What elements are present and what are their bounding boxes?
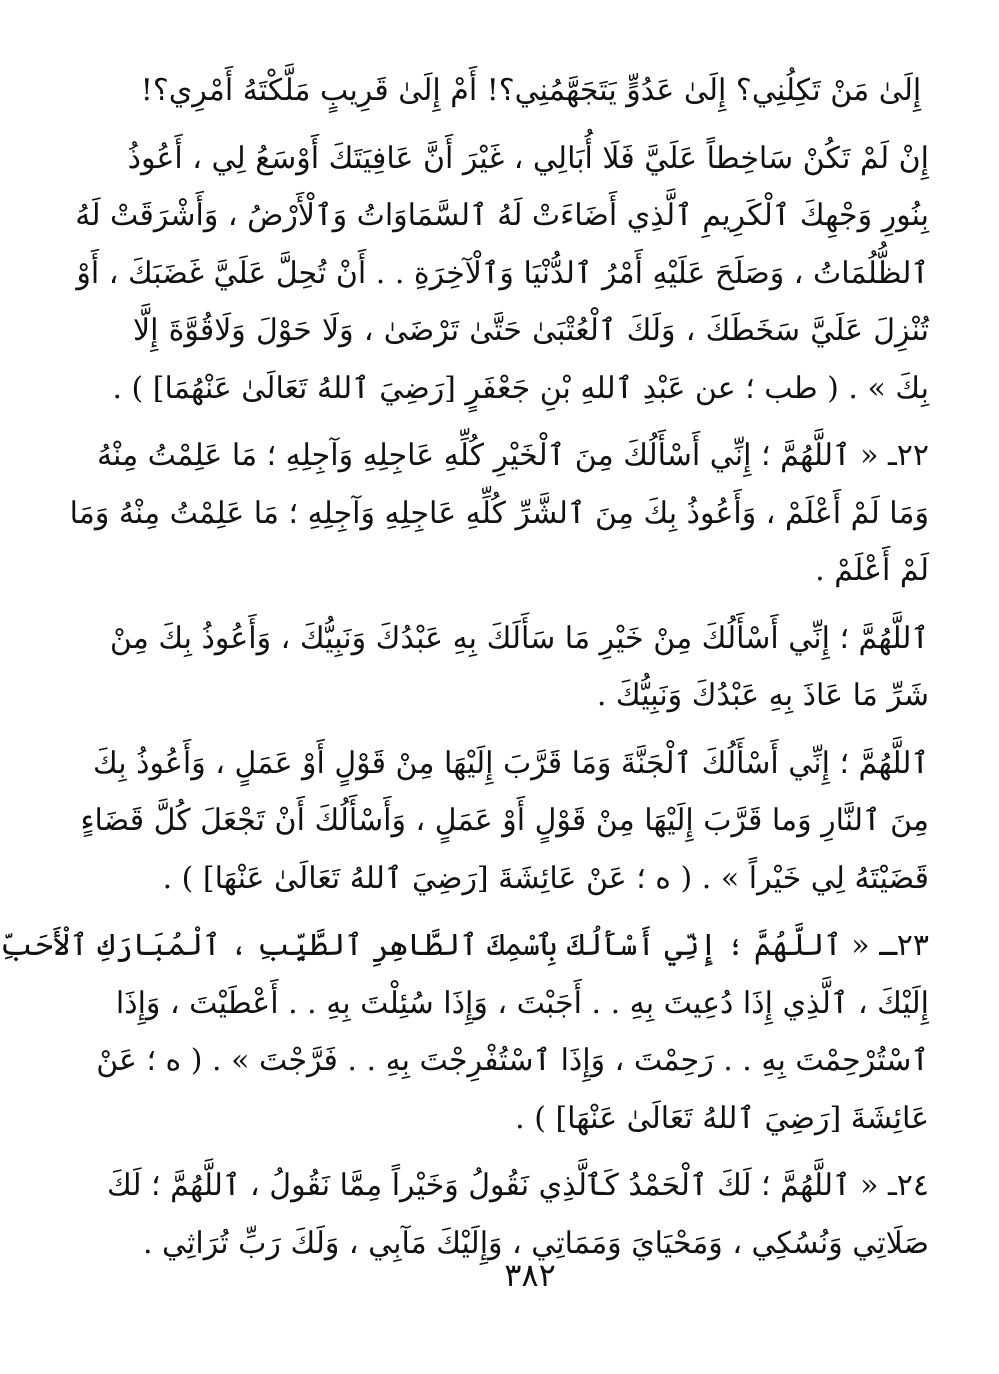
paragraph-gap [133,120,929,130]
text-line: إِنْ لَمْ تَكُنْ سَاخِطاً عَلَيَّ فَلَا أُبَالِي ، غَيْرَ أَنَّ عَافِيَتَكَ أَوْسَعُ لِي ، أَعُوذُ [127,140,929,176]
text-line: لَمْ أَعْلَمْ . [815,553,929,588]
paragraph-hadith-22 [69,427,929,600]
text-line: ٢٣ـ « ٱللَّهُمَّ ؛ إِنِّي أَسْأَلُكَ بِٱسْمِكَ ٱلطَّاهِرِ ٱلطَّيِّبِ ، ٱلْمُبَارَكِ ٱلْأَحَبِّ [0,928,929,963]
text-line: ٢٤ـ « ٱللَّهُمَّ ؛ لَكَ ٱلْحَمْدُ كَٱلَّذِي نَقُولُ وَخَيْراً مِمَّا نَقُولُ ، ٱللَّهُمَّ ؛ لَكَ [107,1168,929,1203]
paragraph-hadith-23 [0,917,929,1147]
text-line: ٱللَّهُمَّ ؛ إِنِّي أَسْأَلُكَ ٱلْجَنَّةَ وَمَا قَرَّبَ إِلَيْهَا مِنْ قَوْلٍ أَوْ عَمَلٍ ، وَأَعُوذُ بِكَ [93,745,929,781]
text-line: إِلَىٰ مَنْ تَكِلُنِي؟ إِلَىٰ عَدُوٍّ يَتَجَهَّمُنِي؟! أَمْ إِلَىٰ قَرِيبٍ مَلَّكْتَهُ أَمْرِي؟! [140,73,922,108]
text-line: ٱللَّهُمَّ ؛ إِنِّي أَسْأَلُكَ مِنْ خَيْرِ مَا سَأَلَكَ بِهِ عَبْدُكَ وَنَبِيُّكَ ، وَأَعُوذُ بِكَ مِنْ [109,620,929,656]
text-line: إِلَيْكَ ، ٱلَّذِي إِذَا دُعِيتَ بِهِ . . أَجَبْتَ ، وَإِذَا سُئِلْتَ بِهِ . . أَعْطَيْتَ ، وَإِذَا [115,985,929,1021]
text-line: بِكَ » . ( طب ؛ عن عَبْدِ ٱللهِ بْنِ جَعْفَرٍ [رَضِيَ ٱللهُ تَعَالَىٰ عَنْهُمَا] ) . [112,370,929,406]
text-line: صَلَاتِي وَنُسُكِي ، وَمَحْيَايَ وَمَمَاتِي ، وَإِلَيْكَ مَآبِي ، وَلَكَ رَبِّ تُرَاثِي . [142,1225,929,1261]
text-line: عَائِشَةَ [رَضِيَ ٱللهُ تَعَالَىٰ عَنْهَا] ) . [515,1100,929,1136]
paragraph-gap [133,1147,929,1157]
page-body [0,62,929,1272]
paragraph-gap [133,725,929,735]
text-line: ٱلظُّلُمَاتُ ، وَصَلَحَ عَلَيْهِ أَمْرُ ٱلدُّنْيَا وَٱلْآخِرَةِ . . أَنْ تُحِلَّ عَلَيَّ غَضَبَكَ ، أَوْ [76,255,929,291]
paragraph-hadith-24 [107,1157,929,1272]
text-line: تُنْزِلَ عَلَيَّ سَخَطَكَ ، وَلَكَ ٱلْعُتْبَىٰ حَتَّىٰ تَرْضَىٰ ، وَلَا حَوْلَ وَلَاقُوَّةَ إِلَّا [133,313,929,348]
paragraph-continuation-2 [75,130,929,418]
text-line: ٱسْتُرْحِمْتَ بِهِ . . رَحِمْتَ ، وَإِذَا ٱسْتُفْرِجْتَ بِهِ . . فَرَّجْتَ » . ( ه ؛ عَنْ [96,1043,929,1078]
paragraph-gap [133,907,929,917]
text-line: مِنَ ٱلنَّارِ وَما قَرَّبَ إِلَيْهَا مِنْ قَوْلٍ أَوْ عَمَلٍ ، وَأَسْأَلُكَ أَنْ تَجْعَلَ كُلَّ قَضَاءٍ [80,803,929,838]
paragraph-hadith-22-c [80,735,929,908]
page-number: ٣٨٢ [504,1256,556,1294]
paragraph-continuation-1 [133,62,929,120]
text-line: شَرِّ مَا عَاذَ بِهِ عَبْدُكَ وَنَبِيُّكَ . [596,678,929,713]
paragraph-gap [133,417,929,427]
paragraph-gap [133,600,929,610]
text-line: بِنُورِ وَجْهِكَ ٱلْكَرِيمِ ٱلَّذِي أَضَاءَتْ لَهُ ٱلسَّمَاوَاتُ وَٱلْأَرْضُ ، وَأَشْرَقَتْ لَهُ [75,198,929,233]
text-line: ٢٢ـ « ٱللَّهُمَّ ؛ إِنِّي أَسْأَلُكَ مِنَ ٱلْخَيْرِ كُلِّهِ عَاجِلِهِ وَآجِلِهِ ؛ مَا عَلِمْتُ مِنْهُ [96,438,929,473]
text-line: وَمَا لَمْ أَعْلَمْ ، وَأَعُوذُ بِكَ مِنَ ٱلشَّرِّ كُلِّهِ عَاجِلِهِ وَآجِلِهِ ؛ مَا عَلِمْتُ مِنْهُ وَمَا [69,495,929,531]
text-line: قَضَيْتَهُ لِي خَيْراً » . ( ه ؛ عَنْ عَائِشَةَ [رَضِيَ ٱللهُ تَعَالَىٰ عَنْهَا] ) . [162,860,929,896]
paragraph-hadith-22-b [109,610,929,725]
